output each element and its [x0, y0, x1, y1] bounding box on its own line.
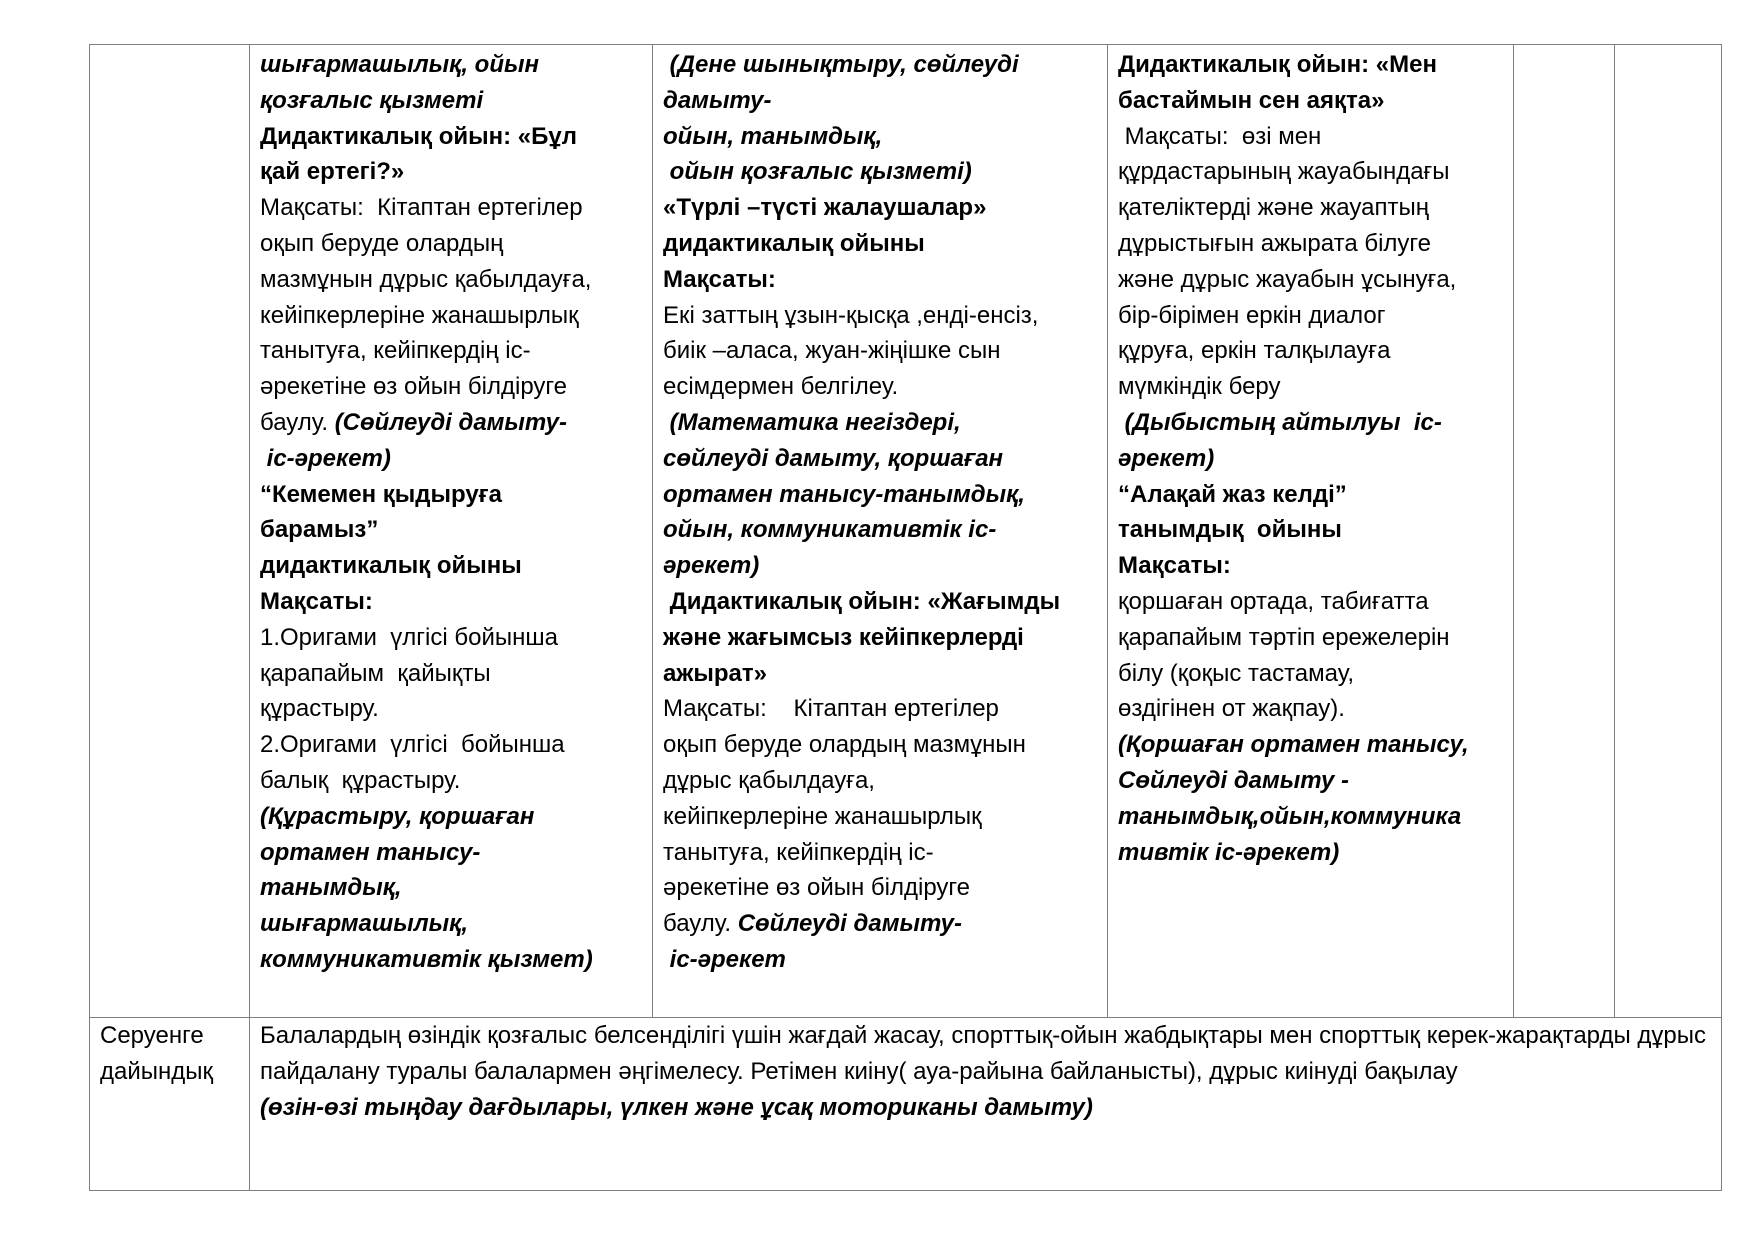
cell-text-line: дұрыстығын ажырата білуге	[1118, 229, 1431, 257]
activity-cell-col4	[1108, 45, 1514, 1018]
cell-text-line: шығармашылық,	[260, 910, 468, 938]
cell-text-line: коммуникативтік қызмет)	[260, 945, 593, 973]
cell-text-line: қарапайым қайықты	[260, 659, 491, 687]
cell-text-line: әрекетіне өз ойын білдіруге	[260, 373, 567, 401]
cell-text-line: (Қоршаған ортамен танысу,	[1118, 731, 1469, 759]
cell-text-line: (Математика негіздері,	[663, 408, 961, 436]
cell-text-line: баулу. Сөйлеуді дамыту-	[663, 910, 963, 938]
walk-prep-description	[250, 1018, 1722, 1191]
cell-text-line: кейіпкерлеріне жанашырлық	[663, 802, 982, 830]
cell-text-line: дұрыс қабылдауға,	[663, 766, 875, 794]
cell-text-line: танытуға, кейіпкердің іс-	[260, 337, 531, 365]
cell-text-line: Дидактикалық ойын: «Мен	[1118, 51, 1437, 78]
cell-text-line: бастаймын сен аяқта»	[1118, 86, 1385, 114]
cell-text-line: іс-әрекет	[663, 945, 786, 973]
cell-text-line: 2.Оригами үлгісі бойынша	[260, 731, 565, 759]
cell-text-line: танытуға, кейіпкердің іс-	[663, 838, 934, 866]
cell-text-line: танымдық,ойын,коммуника	[1118, 802, 1462, 830]
cell-text-line: Мақсаты:	[260, 587, 373, 615]
cell-text-line: Мақсаты: Кітаптан ертегілер	[260, 194, 583, 222]
cell-text-line: Мақсаты:	[663, 265, 776, 293]
cell-text-line: барамыз”	[260, 516, 379, 544]
cell-text-line: Мақсаты: өзі мен	[1118, 122, 1322, 150]
row-label-line: Серуенге	[100, 1022, 204, 1049]
cell-text-line: балық құрастыру.	[260, 766, 461, 794]
cell-text-line: баулу. (Сөйлеуді дамыту-	[260, 408, 568, 436]
cell-text-line: «Түрлі –түсті жалаушалар»	[663, 194, 987, 222]
cell-text-line: танымдық,	[260, 874, 402, 902]
cell-text-line: (Дене шынықтыру, сөйлеуді	[663, 51, 1019, 78]
cell-text-line: ойын, танымдық,	[663, 122, 883, 150]
cell-text-line: іс-әрекет)	[260, 444, 391, 472]
cell-text-line: қай ертегі?»	[260, 158, 405, 186]
cell-text-line: танымдық ойыны	[1118, 516, 1342, 544]
walk-prep-note: (өзін-өзі тыңдау дағдылары, үлкен және ұсақ моториканы дамыту)	[260, 1093, 1093, 1121]
cell-text-line: ойын қозғалыс қызметі)	[663, 158, 972, 186]
cell-text-line: қателіктерді және жауаптың	[1118, 194, 1429, 222]
cell-text-line: құрастыру.	[260, 695, 379, 723]
cell-text-line: “Кемемен қыдыруға	[260, 480, 503, 508]
cell-text-line: ортамен танысу-	[260, 838, 481, 866]
cell-text-line: биік –аласа, жуан-жіңішке сын	[663, 337, 1001, 365]
table-row-walk-prep	[90, 1018, 1722, 1191]
cell-text-line: оқып беруде олардың	[260, 229, 504, 257]
cell-text-line: ойын, коммуникативтік іс-	[663, 516, 997, 544]
cell-text-line: құрдастарының жауабындағы	[1118, 158, 1450, 186]
cell-text-line: әрекет)	[1118, 444, 1215, 472]
cell-text-line: 1.Оригами үлгісі бойынша	[260, 623, 558, 651]
empty-cell-col5	[1514, 45, 1615, 1018]
cell-text-line: әрекет)	[663, 552, 760, 580]
cell-text-line: дидактикалық ойыны	[663, 229, 925, 257]
cell-text-line: шығармашылық, ойын	[260, 51, 539, 78]
cell-text-line: және дұрыс жауабын ұсынуға,	[1118, 265, 1457, 293]
cell-text-line: Дидактикалық ойын: «Бұл	[260, 122, 577, 150]
cell-text-line: есімдермен белгілеу.	[663, 373, 899, 401]
activity-cell-col2	[250, 45, 653, 1018]
row-label-walk-prep	[90, 1018, 250, 1191]
walk-prep-text: Балалардың өзіндік қозғалыс белсенділігі үшін жағдай жасау, спорттық-ойын жабдықтары мен спорттық керек-жарақтарды дұрыс пайдалану туралы балалармен әңгімелесу. Ретімен киіну( ауа-райына байланысты), дұрыс киінуді бақылау	[260, 1022, 1706, 1085]
activity-cell-col3	[653, 45, 1108, 1018]
cell-text-line: кейіпкерлеріне жанашырлық	[260, 301, 579, 329]
cell-text-line: Мақсаты:	[1118, 552, 1231, 580]
cell-text-line: қоршаған ортада, табиғатта	[1118, 587, 1429, 615]
cell-text-line: Дидактикалық ойын: «Жағымды	[663, 587, 1061, 615]
row-label-cell-empty	[90, 45, 250, 1018]
cell-text-line: бір-бірімен еркін диалог	[1118, 301, 1386, 329]
cell-text-line: ортамен танысу-танымдық,	[663, 480, 1025, 508]
cell-text-line: (Дыбыстың айтылуы іс-	[1118, 408, 1442, 436]
cell-text-line: қарапайым тәртіп ережелерін	[1118, 623, 1450, 651]
cell-text-line: құруға, еркін талқылауға	[1118, 337, 1391, 365]
cell-text-line: дамыту-	[663, 86, 772, 114]
cell-text-line: білу (қоқыс тастамау,	[1118, 659, 1354, 687]
cell-text-line: мүмкіндік беру	[1118, 373, 1281, 401]
cell-text-line: Сөйлеуді дамыту -	[1118, 766, 1349, 794]
cell-text-line: және жағымсыз кейіпкерлерді	[663, 623, 1024, 651]
schedule-table	[89, 44, 1722, 1191]
cell-text-line: сөйлеуді дамыту, қоршаған	[663, 444, 1004, 472]
row-label-line: дайындық	[100, 1057, 214, 1085]
cell-text-line: тивтік іс-әрекет)	[1118, 838, 1340, 866]
cell-text-line: өздігінен от жақпау).	[1118, 695, 1345, 723]
cell-text-line: қозғалыс қызметі	[260, 86, 484, 114]
cell-text-emphasis: (Сөйлеуді дамыту-	[334, 408, 568, 436]
cell-text-emphasis: Сөйлеуді дамыту-	[737, 910, 963, 938]
cell-text-line: “Алақай жаз келді”	[1118, 480, 1347, 508]
cell-text-line: Екі заттың ұзын-қысқа ,енді-енсіз,	[663, 301, 1039, 329]
cell-text-line: Мақсаты: Кітаптан ертегілер	[663, 695, 999, 723]
cell-text-line: ажырат»	[663, 659, 767, 687]
empty-cell-col6	[1615, 45, 1722, 1018]
cell-text-line: (Құрастыру, қоршаған	[260, 802, 535, 830]
cell-text-line: дидактикалық ойыны	[260, 552, 522, 580]
cell-text-line: әрекетіне өз ойын білдіруге	[663, 874, 970, 902]
cell-text-line: оқып беруде олардың мазмұнын	[663, 731, 1026, 759]
cell-text-line: мазмұнын дұрыс қабылдауға,	[260, 265, 592, 293]
table-row-activities	[90, 45, 1722, 1018]
